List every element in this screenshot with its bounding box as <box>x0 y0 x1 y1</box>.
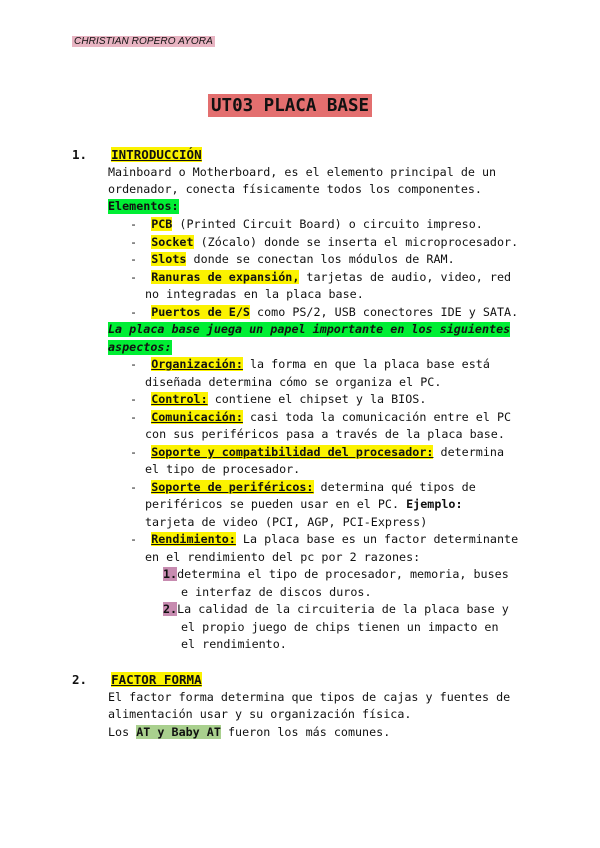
perifericos-line-3: tarjeta de video (PCI, AGP, PCI-Express) <box>145 515 428 529</box>
reason-1 <box>163 567 509 582</box>
factor-forma-line-2: alimentación usar y su organización física. <box>108 707 412 721</box>
intro-line-1: Mainboard o Motherboard, es el elemento principal de un <box>108 165 497 179</box>
section-2-heading <box>72 672 202 687</box>
term-control: Control: <box>151 392 208 406</box>
text-puertos: como PS/2, USB conectores IDE y SATA. <box>249 305 519 319</box>
list-item-ranuras <box>130 270 511 285</box>
list-item-puertos <box>130 305 518 320</box>
dash: - <box>130 305 138 319</box>
reason-2-line-2: el propio juego de chips tienen un impacto en <box>181 620 499 634</box>
dash: - <box>130 532 138 546</box>
reason-1-text: determina el tipo de procesador, memoria, buses <box>177 567 509 581</box>
term-puertos: Puertos de E/S <box>151 305 250 319</box>
term-rendimiento: Rendimiento: <box>151 532 236 546</box>
dash: - <box>130 445 138 459</box>
list-item-organizacion <box>130 357 490 372</box>
list-item-socket <box>130 235 518 250</box>
soporte-procesador-line-2: el tipo de procesador. <box>145 462 301 476</box>
reason-1-number: 1. <box>163 567 178 581</box>
text-rendimiento: La placa base es un factor determinante <box>235 532 519 546</box>
section-2-number: 2. <box>72 672 88 687</box>
author-name: CHRISTIAN ROPERO AYORA <box>74 36 213 47</box>
section-1-number: 1. <box>72 147 88 162</box>
aspectos-line-1: La placa base juega un papel importante en los siguientes <box>108 322 511 336</box>
reason-1-line-2: e interfaz de discos duros. <box>181 585 372 599</box>
los-text: Los <box>108 725 137 739</box>
elementos-label: Elementos: <box>108 199 179 213</box>
term-slots: Slots <box>151 252 187 266</box>
term-socket: Socket <box>151 235 194 249</box>
section-2-title: FACTOR FORMA <box>111 672 202 687</box>
list-item-slots <box>130 252 455 267</box>
text-socket: (Zócalo) donde se inserta el microprocesador. <box>193 235 519 249</box>
section-1-heading <box>72 147 202 162</box>
dash: - <box>130 217 138 231</box>
dash: - <box>130 392 138 406</box>
list-item-soporte-perifericos <box>130 480 476 495</box>
dash: - <box>130 410 138 424</box>
reason-2-text: La calidad de la circuiteria de la placa base y <box>177 602 509 616</box>
perifericos-line-2 <box>145 497 463 512</box>
list-item-rendimiento <box>130 532 518 547</box>
dash: - <box>130 252 138 266</box>
aspectos-line-2: aspectos: <box>108 340 172 354</box>
list-item-soporte-procesador <box>130 445 504 460</box>
text-ranuras: tarjetas de audio, video, red <box>299 270 512 284</box>
term-pcb: PCB <box>151 217 173 231</box>
term-ranuras: Ranuras de expansión, <box>151 270 300 284</box>
comunes-text: fueron los más comunes. <box>220 725 391 739</box>
section-1-title: INTRODUCCIÓN <box>111 147 202 162</box>
intro-line-2: ordenador, conecta físicamente todos los componentes. <box>108 182 482 196</box>
text-organizacion: la forma en que la placa base está <box>242 357 490 371</box>
term-comunicacion: Comunicación: <box>151 410 243 424</box>
at-baby-at: AT y Baby AT <box>136 725 221 739</box>
comunicacion-line-2: con sus periféricos pasa a través de la placa base. <box>145 427 505 441</box>
text-slots: donde se conectan los módulos de RAM. <box>186 252 455 266</box>
term-organizacion: Organización: <box>151 357 243 371</box>
reason-2 <box>163 602 509 617</box>
term-soporte-perifericos: Soporte de periféricos: <box>151 480 314 494</box>
factor-forma-line-1: El factor forma determina que tipos de cajas y fuentes de <box>108 690 511 704</box>
perifericos-text: periféricos se pueden usar en el PC. <box>145 497 407 511</box>
text-pcb: (Printed Circuit Board) o circuito impreso. <box>172 217 483 231</box>
rendimiento-line-2: en el rendimiento del pc por 2 razones: <box>145 550 421 564</box>
ranuras-line-2: no integradas en la placa base. <box>145 287 364 301</box>
dash: - <box>130 270 138 284</box>
text-soporte-procesador: determina <box>433 445 505 459</box>
reason-2-number: 2. <box>163 602 178 616</box>
reason-2-line-3: el rendimiento. <box>181 637 287 651</box>
dash: - <box>130 480 138 494</box>
term-soporte-procesador: Soporte y compatibilidad del procesador: <box>151 445 434 459</box>
organizacion-line-2: diseñada determina cómo se organiza el PC. <box>145 375 442 389</box>
text-soporte-perifericos: determina qué tipos de <box>313 480 476 494</box>
dash: - <box>130 235 138 249</box>
ejemplo-label: Ejemplo: <box>406 497 463 511</box>
text-control: contiene el chipset y la BIOS. <box>207 392 427 406</box>
text-comunicacion: casi toda la comunicación entre el PC <box>242 410 512 424</box>
factor-forma-line-3 <box>108 725 390 740</box>
dash: - <box>130 357 138 371</box>
list-item-comunicacion <box>130 410 511 425</box>
list-item-pcb <box>130 217 483 232</box>
list-item-control <box>130 392 426 407</box>
page-title: UT03 PLACA BASE <box>208 94 372 117</box>
